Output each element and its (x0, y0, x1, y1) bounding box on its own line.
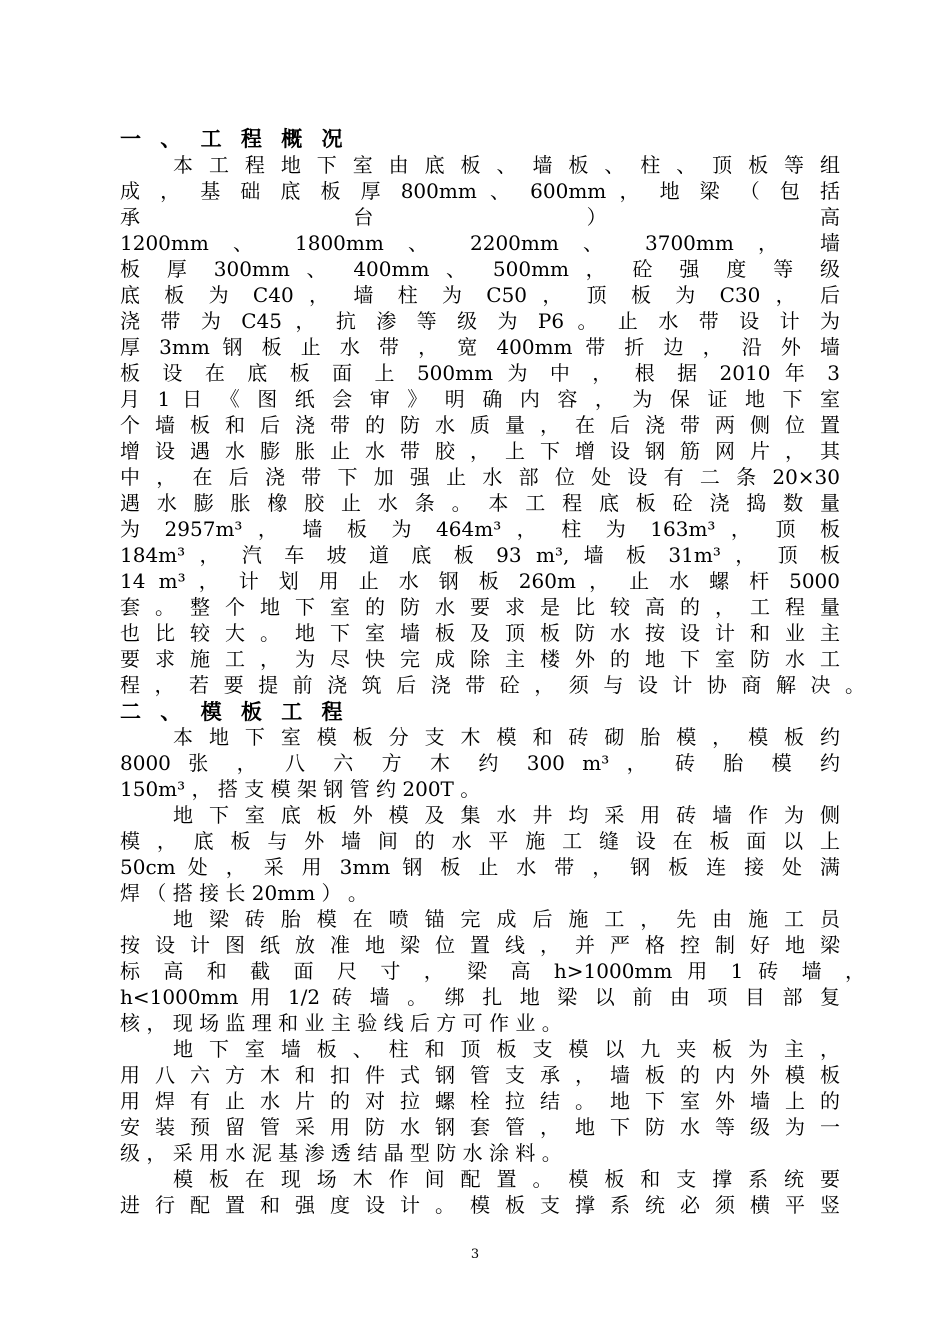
paragraph-line: 本 工 程 地 下 室 由 底 板 、 墙 板 、 柱 、 顶 板 等 组 (173, 153, 840, 177)
paragraph-line: 地 下 室 底 板 外 模 及 集 水 井 均 采 用 砖 墙 作 为 侧 (173, 803, 840, 827)
paragraph-line: 厚 3mm 钢 板 止 水 带 ， 宽 400mm 带 折 边 ， 沿 外 墙 (120, 335, 840, 359)
paragraph-line: 程 ， 若 要 提 前 浇 筑 后 浇 带 砼 ， 须 与 设 计 协 商 解 决 。 (120, 673, 865, 697)
paragraph-line: 用 焊 有 止 水 片 的 对 拉 螺 栓 拉 结 。 地 下 室 外 墙 上 的 (120, 1089, 840, 1113)
paragraph-line: 浇 带 为 C45 ， 抗 渗 等 级 为 P6 。 止 水 带 设 计 为 (120, 309, 840, 333)
paragraph-line: 核 ， 现 场 监 理 和 业 主 验 线 后 方 可 作 业 。 (120, 1011, 562, 1035)
paragraph-line: 1200mm 、 1800mm 、 2200mm 、 3700mm ， 墙 (120, 231, 840, 255)
paragraph-line: 增 设 遇 水 膨 胀 止 水 带 胶 ， 上 下 增 设 钢 筋 网 片 ， 其 (120, 439, 840, 463)
paragraph-line: 标 高 和 截 面 尺 寸 ， 梁 高 h>1000mm 用 1 砖 墙 ， (120, 959, 865, 983)
paragraph-line: 模 板 在 现 场 木 作 间 配 置 。 模 板 和 支 撑 系 统 要 (173, 1167, 840, 1191)
paragraph-line: 为 2957m³ ， 墙 板 为 464m³ ， 柱 为 163m³ ， 顶 板 (120, 517, 840, 541)
paragraph-line: 按 设 计 图 纸 放 准 地 梁 位 置 线 ， 并 严 格 控 制 好 地 梁 (120, 933, 840, 957)
paragraph-line: 焊 （ 搭 接 长 20mm ） 。 (120, 881, 368, 905)
paragraph-line: 150m³ ， 搭 支 模 架 钢 管 约 200T 。 (120, 777, 481, 801)
paragraph-line: h<1000mm 用 1/2 砖 墙 。 绑 扎 地 梁 以 前 由 项 目 部 复 (120, 985, 840, 1009)
paragraph-line: 安 装 预 留 管 采 用 防 水 钢 套 管 ， 地 下 防 水 等 级 为 一 (120, 1115, 840, 1139)
paragraph-line: 50cm 处 ， 采 用 3mm 钢 板 止 水 带 ， 钢 板 连 接 处 满 (120, 855, 840, 879)
section-1-heading: 一 、 工 程 概 况 (120, 126, 349, 151)
paragraph-line: 模 ， 底 板 与 外 墙 间 的 水 平 施 工 缝 设 在 板 面 以 上 (120, 829, 840, 853)
paragraph-line: 184m³ ， 汽 车 坡 道 底 板 93 m³, 墙 板 31m³ ， 顶 板 (120, 543, 840, 567)
paragraph-line: 也 比 较 大 。 地 下 室 墙 板 及 顶 板 防 水 按 设 计 和 业 主 (120, 621, 840, 645)
page-number: 3 (470, 1247, 480, 1262)
paragraph-line: 底 板 为 C40 ， 墙 柱 为 C50 ， 顶 板 为 C30 ， 后 (120, 283, 840, 307)
paragraph-line: 本 地 下 室 模 板 分 支 木 模 和 砖 砌 胎 模 ， 模 板 约 (173, 725, 840, 749)
paragraph-line: 中 ， 在 后 浇 带 下 加 强 止 水 部 位 处 设 有 二 条 20×30 (120, 465, 840, 489)
paragraph-line: 套 。 整 个 地 下 室 的 防 水 要 求 是 比 较 高 的 ， 工 程 量 (120, 595, 840, 619)
paragraph-line: 个 墙 板 和 后 浇 带 的 防 水 质 量 ， 在 后 浇 带 两 侧 位 置 (120, 413, 840, 437)
paragraph-line: 地 下 室 墙 板 、 柱 和 顶 板 支 模 以 九 夹 板 为 主 ， (173, 1037, 840, 1061)
paragraph-line: 级 ， 采 用 水 泥 基 渗 透 结 晶 型 防 水 涂 料 。 (120, 1141, 562, 1165)
paragraph-line: 14 m³ ， 计 划 用 止 水 钢 板 260m ， 止 水 螺 杆 5000 (120, 569, 840, 593)
paragraph-line: 要 求 施 工 ， 为 尽 快 完 成 除 主 楼 外 的 地 下 室 防 水 工 (120, 647, 840, 671)
paragraph-line: 进 行 配 置 和 强 度 设 计 。 模 板 支 撑 系 统 必 须 横 平 竖 (120, 1193, 840, 1217)
paragraph-line: 月 1 日 《 图 纸 会 审 》 明 确 内 容 ， 为 保 证 地 下 室 (120, 387, 840, 411)
paragraph-line: 成 ， 基 础 底 板 厚 800mm 、 600mm ， 地 梁 （ 包 括 (120, 179, 840, 203)
paragraph-line: 8000 张 ， 八 六 方 木 约 300 m³ ， 砖 胎 模 约 (120, 751, 840, 775)
paragraph-line: 承 台 ） 高 (120, 205, 840, 229)
paragraph-line: 遇 水 膨 胀 橡 胶 止 水 条 。 本 工 程 底 板 砼 浇 捣 数 量 (120, 491, 840, 515)
paragraph-line: 用 八 六 方 木 和 扣 件 式 钢 管 支 承 ， 墙 板 的 内 外 模 板 (120, 1063, 840, 1087)
section-2-heading: 二 、 模 板 工 程 (120, 699, 349, 724)
paragraph-line: 板 厚 300mm 、 400mm 、 500mm ， 砼 强 度 等 级 (120, 257, 840, 281)
paragraph-line: 地 梁 砖 胎 模 在 喷 锚 完 成 后 施 工 ， 先 由 施 工 员 (173, 907, 840, 931)
paragraph-line: 板 设 在 底 板 面 上 500mm 为 中 ， 根 据 2010 年 3 (120, 361, 840, 385)
